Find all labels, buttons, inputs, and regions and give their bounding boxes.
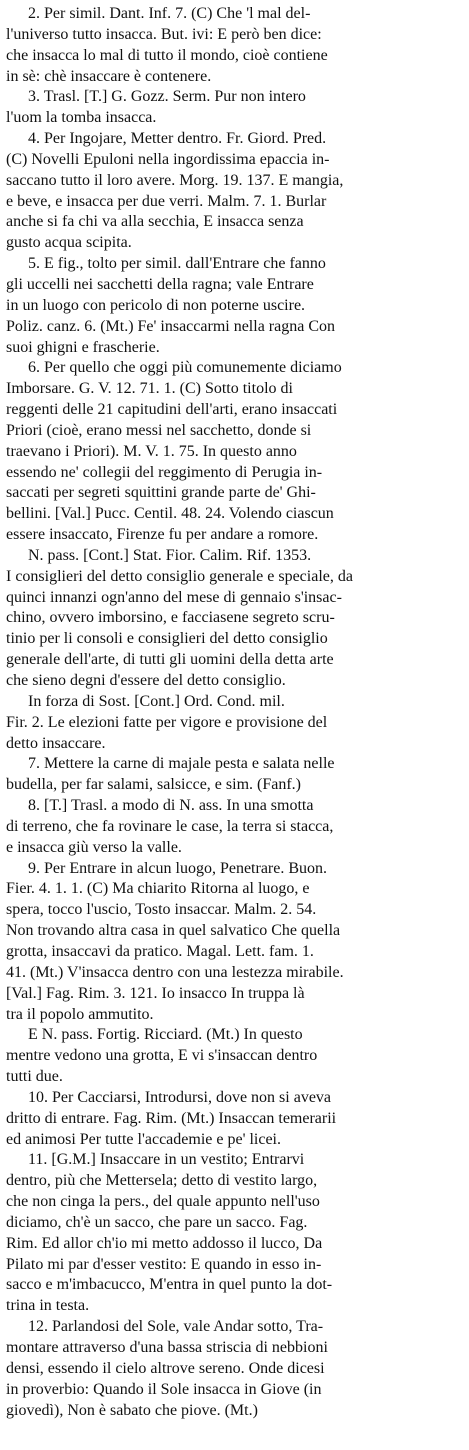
text-line: anche si fa chi va alla secchia, E insacca senza [6, 213, 304, 231]
text-line: [Val.] Fag. Rim. 3. 121. Io insacco In truppa là [6, 984, 305, 1002]
text-line: in un luogo con pericolo di non poterne uscire. [6, 296, 306, 314]
text-line: bellini. [Val.] Pucc. Centil. 48. 24. Volendo ciascun [6, 505, 334, 523]
text-line: budella, per far salami, salsicce, e sim. (Fanf.) [6, 776, 301, 794]
text-line: suoi ghigni e frascherie. [6, 338, 160, 356]
text-line: 41. (Mt.) V'insacca dentro con una lestezza mirabile. [6, 963, 344, 981]
text-line: di terreno, che fa rovinare le case, la terra si stacca, [6, 817, 334, 835]
text-line: gli uccelli nei sacchetti della ragna; vale Entrare [6, 275, 314, 293]
text-line: ed animosi Per tutte l'accademie e pe' licei. [6, 1130, 281, 1148]
text-line: 10. Per Cacciarsi, Introdursi, dove non si aveva [28, 1088, 332, 1106]
text-line: 7. Mettere la carne di majale pesta e salata nelle [28, 755, 335, 773]
text-line: Fier. 4. 1. 1. (C) Ma chiarito Ritorna al luogo, e [6, 880, 310, 898]
text-line: saccati per segreti squittini grande parte de' Ghi- [6, 484, 316, 502]
text-line: sacco e m'imbacucco, M'entra in quel punto la dot- [6, 1276, 333, 1294]
text-line: che non cinga la pers., del quale appunto nell'uso [6, 1193, 320, 1211]
text-line: dentro, più che Mettersela; detto di vestito largo, [6, 1172, 318, 1190]
text-line: 8. [T.] Trasl. a modo di N. ass. In una smotta [28, 797, 314, 815]
text-line: Imborsare. G. V. 12. 71. 1. (C) Sotto titolo di [6, 380, 293, 398]
text-line: In forza di Sost. [Cont.] Ord. Cond. mil. [28, 692, 285, 710]
text-line: giovedì), Non è sabato che piove. (Mt.) [6, 1401, 258, 1419]
text-line: densi, essendo il cielo altrove sereno. Onde dicesi [6, 1359, 325, 1377]
text-line: I consiglieri del detto consiglio generale e speciale, da [6, 567, 353, 585]
text-line: e beve, e insacca per due verri. Malm. 7. 1. Burlar [6, 192, 327, 210]
text-line: dritto di entrare. Fag. Rim. (Mt.) Insaccan temerarii [6, 1109, 337, 1127]
text-line: 3. Trasl. [T.] G. Gozz. Serm. Pur non intero [28, 88, 306, 106]
text-line: 12. Parlandosi del Sole, vale Andar sotto, Tra- [28, 1318, 324, 1336]
text-line: grotta, insaccavi da pratico. Magal. Lett. fam. 1. [6, 942, 314, 960]
text-line: tinio per li consoli e consiglieri del detto consiglio [6, 630, 328, 648]
text-line: chino, ovvero imborsino, e facciasene segreto scru- [6, 609, 335, 627]
text-line: diciamo, ch'è un sacco, che pare un sacco. Fag. [6, 1213, 308, 1231]
text-line: spera, tocco l'uscio, Tosto insaccar. Malm. 2. 54. [6, 901, 317, 919]
text-line: in proverbio: Quando il Sole insacca in Giove (in [6, 1380, 322, 1398]
text-line: 2. Per simil. Dant. Inf. 7. (C) Che 'l mal del- [28, 5, 311, 22]
text-line: trina in testa. [6, 1297, 90, 1315]
text-line: che insacca lo mal di tutto il mondo, cioè contiene [6, 46, 328, 64]
text-line: essendo ne' collegii del reggimento di Perugia in- [6, 463, 323, 481]
text-line: Rim. Ed allor ch'io mi metto addosso il lucco, Da [6, 1234, 323, 1252]
text-line: e insacca giù verso la valle. [6, 838, 182, 856]
text-line: mentre vedono una grotta, E vi s'insaccan dentro [6, 1047, 318, 1065]
text-line: generale dell'arte, di tutti gli uomini della detta arte [6, 651, 334, 669]
text-line: E N. pass. Fortig. Ricciard. (Mt.) In questo [28, 1026, 303, 1044]
dictionary-entry-text [6, 4, 465, 1421]
text-line: in sè: chè insaccare è contenere. [6, 67, 212, 85]
text-line: tutti due. [6, 1068, 63, 1086]
text-line: Poliz. canz. 6. (Mt.) Fe' insaccarmi nella ragna Con [6, 317, 335, 335]
text-line: l'universo tutto insacca. But. ivi: E però ben dice: [6, 25, 322, 43]
text-line: essere insaccato, Firenze fu per andare a romore. [6, 526, 319, 544]
text-line: 5. E fig., tolto per simil. dall'Entrare che fanno [28, 255, 326, 273]
text-line: traevano i Priori). M. V. 1. 75. In questo anno [6, 442, 297, 460]
text-line: Pilato mi par d'esser vestito: E quando in esso in- [6, 1255, 322, 1273]
text-line: gusto acqua scipita. [6, 234, 132, 252]
text-line: quinci innanzi ogn'anno del mese di gennaio s'insac- [6, 588, 342, 606]
text-line: montare attraverso d'una bassa striscia di nebbioni [6, 1339, 328, 1356]
text-line: Non trovando altra casa in quel salvatico Che quella [6, 922, 341, 940]
text-line: N. pass. [Cont.] Stat. Fior. Calim. Rif. 1353. [28, 546, 312, 564]
text-line: reggenti delle 21 capitudini dell'arti, erano insaccati [6, 401, 338, 419]
text-line: 6. Per quello che oggi più comunemente diciamo [28, 359, 342, 377]
text-line: che sieno degni d'essere del detto consiglio. [6, 672, 286, 689]
text-line: saccano tutto il loro avere. Morg. 19. 137. E mangia, [6, 171, 344, 189]
text-line: (C) Novelli Epuloni nella ingordissima epaccia in- [6, 150, 330, 168]
text-line: 11. [G.M.] Insaccare in un vestito; Entrarvi [28, 1151, 305, 1169]
text-line: 9. Per Entrare in alcun luogo, Penetrare. Buon. [28, 859, 328, 877]
text-line: 4. Per Ingojare, Metter dentro. Fr. Giord. Pred. [28, 130, 327, 148]
text-line: tra il popolo ammutito. [6, 1005, 154, 1023]
text-line: l'uom la tomba insacca. [6, 109, 157, 127]
text-line: Priori (cioè, erano messi nel sacchetto, donde si [6, 421, 312, 439]
text-line: detto insaccare. [6, 734, 106, 752]
text-line: Fir. 2. Le elezioni fatte per vigore e provisione del [6, 713, 328, 731]
